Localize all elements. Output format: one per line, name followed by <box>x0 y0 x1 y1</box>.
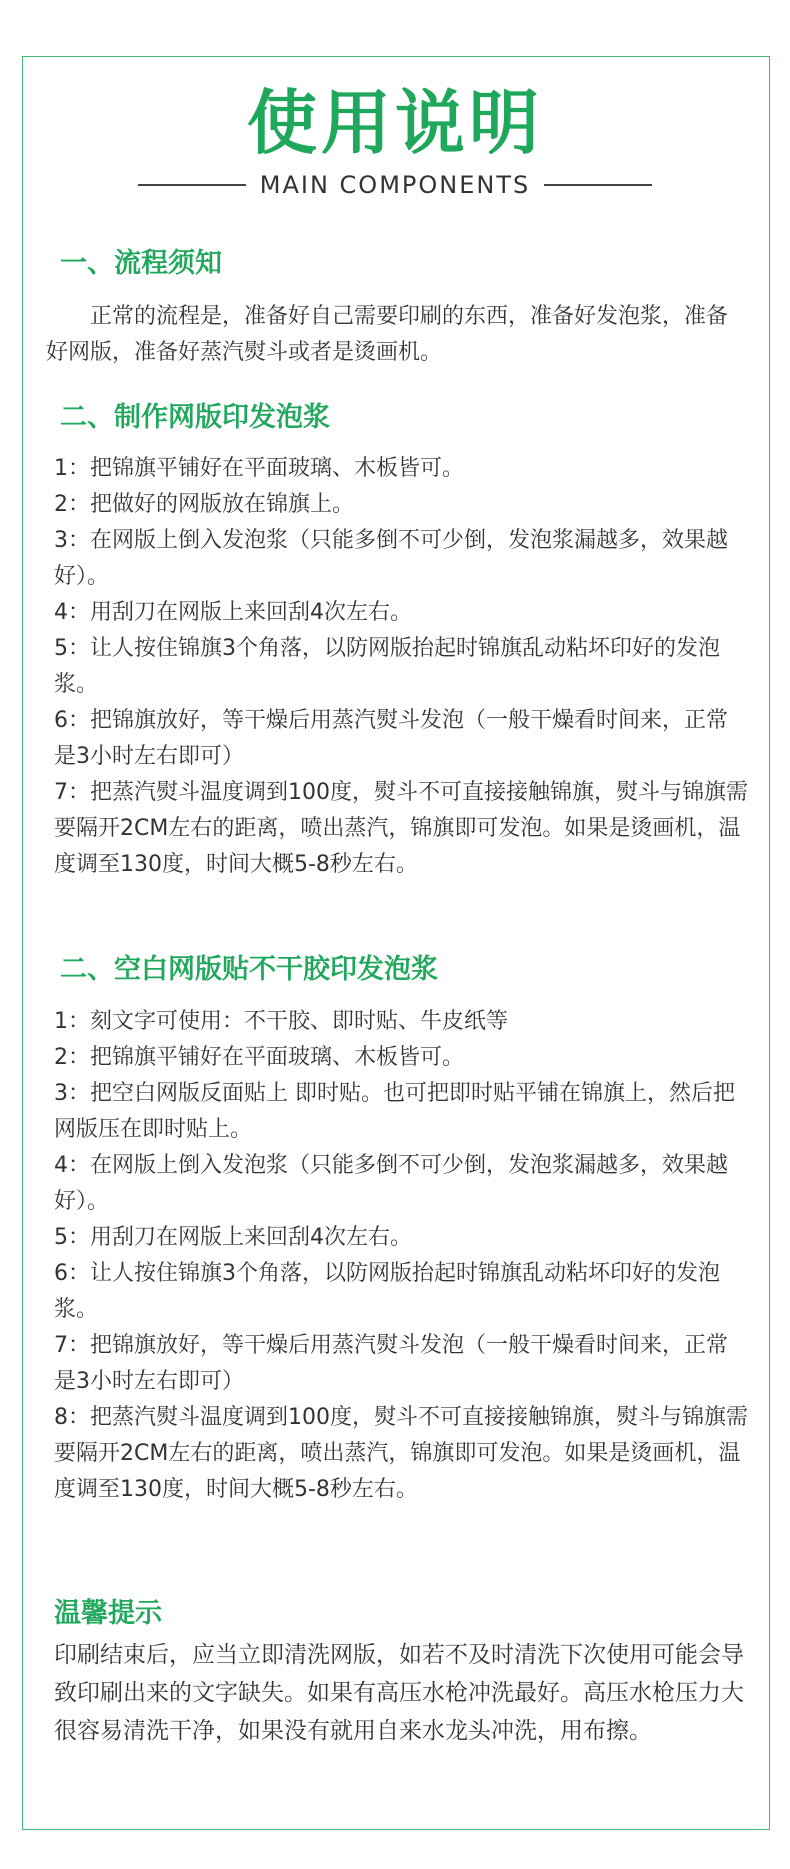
list-item: 6：让人按住锦旗3个角落，以防网版抬起时锦旗乱动粘坏印好的发泡浆。 <box>54 1261 720 1322</box>
list-item: 6：把锦旗放好，等干燥后用蒸汽熨斗发泡（一般干燥看时间来，正常是3小时左右即可） <box>54 708 728 769</box>
section-title-process: 一、流程须知 <box>60 248 222 279</box>
page-subtitle: MAIN COMPONENTS <box>259 171 531 199</box>
list-item: 2：把做好的网版放在锦旗上。 <box>54 492 354 517</box>
subtitle-row <box>0 168 790 202</box>
subtitle-line-right <box>544 184 652 186</box>
list-item: 5：用刮刀在网版上来回刮4次左右。 <box>54 1225 412 1250</box>
section-title-screen-print: 二、制作网版印发泡浆 <box>60 402 330 433</box>
list-item: 5：让人按住锦旗3个角落，以防网版抬起时锦旗乱动粘坏印好的发泡浆。 <box>54 636 720 697</box>
section-text-process <box>46 299 746 371</box>
list-item: 3：在网版上倒入发泡浆（只能多倒不可少倒，发泡浆漏越多，效果越好）。 <box>54 528 728 589</box>
tips-title: 温馨提示 <box>54 1598 162 1629</box>
section-text-process-content: 正常的流程是，准备好自己需要印刷的东西，准备好发泡浆，准备好网版，准备好蒸汽熨斗或者是烫画机。 <box>46 304 729 365</box>
list-item: 4：用刮刀在网版上来回刮4次左右。 <box>54 600 412 625</box>
list-item: 1：刻文字可使用：不干胶、即时贴、牛皮纸等 <box>54 1009 508 1034</box>
list-item: 8：把蒸汽熨斗温度调到100度，熨斗不可直接接触锦旗，熨斗与锦旗需要隔开2CM左右的距离，喷出蒸汽，锦旗即可发泡。如果是烫画机，温度调至130度，时间大概5-8秒左右。 <box>54 1405 748 1502</box>
list-item: 2：把锦旗平铺好在平面玻璃、木板皆可。 <box>54 1045 464 1070</box>
step-list-blank-screen <box>54 1004 748 1508</box>
list-item: 7：把锦旗放好，等干燥后用蒸汽熨斗发泡（一般干燥看时间来，正常是3小时左右即可） <box>54 1333 728 1394</box>
list-item: 1：把锦旗平铺好在平面玻璃、木板皆可。 <box>54 456 464 481</box>
subtitle-line-left <box>138 184 246 186</box>
tips-text: 印刷结束后，应当立即清洗网版，如若不及时清洗下次使用可能会导致印刷出来的文字缺失。如果有高压水枪冲洗最好。高压水枪压力大 很容易清洗干净，如果没有就用自来水龙头冲洗，用布擦。 <box>54 1642 744 1744</box>
section-title-blank-screen: 二、空白网版贴不干胶印发泡浆 <box>60 954 438 985</box>
list-item: 3：把空白网版反面贴上 即时贴。也可把即时贴平铺在锦旗上，然后把网版压在即时贴上。 <box>54 1081 735 1142</box>
list-item: 4：在网版上倒入发泡浆（只能多倒不可少倒，发泡浆漏越多，效果越好）。 <box>54 1153 728 1214</box>
page-title: 使用说明 <box>247 82 543 164</box>
list-item: 7：把蒸汽熨斗温度调到100度，熨斗不可直接接触锦旗，熨斗与锦旗需要隔开2CM左右的距离，喷出蒸汽，锦旗即可发泡。如果是烫画机，温度调至130度，时间大概5-8秒左右。 <box>54 780 748 877</box>
step-list-screen-print <box>54 451 748 883</box>
